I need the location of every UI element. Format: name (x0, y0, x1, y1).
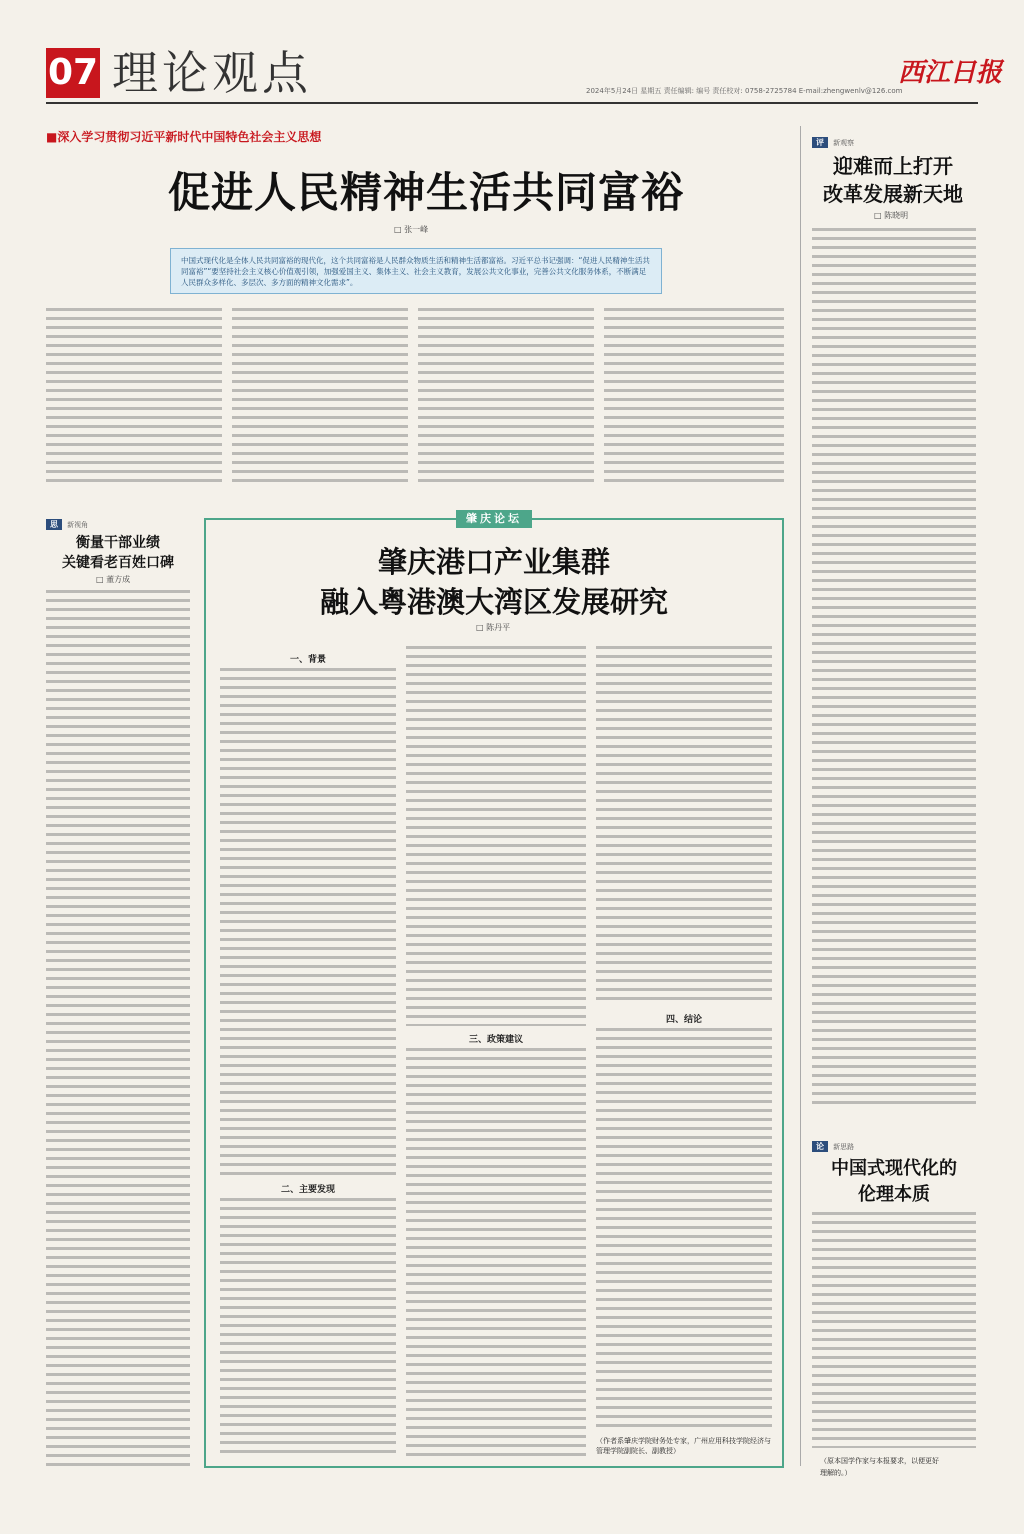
lead-body-col-2 (232, 308, 408, 488)
left-headline-line2: 关键看老百姓口碑 (62, 555, 174, 571)
left-headline-line1: 衡量干部业绩 (76, 535, 160, 551)
lead-abstract: 中国式现代化是全体人民共同富裕的现代化，这个共同富裕是人民群众物质生活和精神生活都富裕。习近平总书记强调：“促进人民精神生活共同富裕”“要坚持社会主义核心价值观引领，加强爱国主义、集体主义、社会主义教育，发展公共文化事业，完善公共文化服务体系，不断满足人民群众多样化、多层次、多方面的精神文化需求”。 (170, 248, 662, 294)
center-body-col-3a (596, 646, 772, 1006)
right-top-byline: □ 陈晓明 (874, 211, 909, 220)
left-column-badge: 思 (46, 519, 62, 530)
center-headline-line1: 肇庆港口产业集群 (377, 545, 610, 579)
page-number-badge: 07 (46, 48, 100, 98)
right-top-headline-line2: 改革发展新天地 (823, 182, 963, 206)
lead-byline: □ 张一峰 (394, 225, 429, 234)
right-column-divider (800, 126, 801, 1466)
lead-body-col-1 (46, 308, 222, 488)
masthead-rule (46, 102, 978, 104)
center-body-col-2b (406, 1048, 586, 1456)
left-column-header (46, 512, 88, 531)
center-body-col-2a (406, 646, 586, 1026)
right-top-column-label: 新观察 (833, 139, 855, 147)
right-bottom-footnote-line2: 理解的。） (820, 1469, 852, 1477)
center-author-note: （作者系肇庆学院财务处专家，广州应用科技学院经济与管理学院副院长、副教授） (596, 1437, 771, 1455)
left-body (46, 590, 190, 1470)
right-bottom-column-badge: 论 (812, 1141, 828, 1152)
center-body-col-1b (220, 1198, 396, 1456)
right-bottom-body (812, 1212, 976, 1448)
right-top-body (812, 228, 976, 1104)
left-byline: □ 董方成 (96, 575, 131, 584)
newspaper-logo: 西江日报 (898, 58, 1003, 88)
left-column-label: 新视角 (67, 521, 89, 529)
lead-kicker: ■深入学习贯彻习近平新时代中国特色社会主义思想 (46, 130, 322, 144)
center-subhead-1: 一、背景 (289, 655, 326, 665)
center-byline: □ 陈丹平 (476, 623, 511, 632)
right-bottom-column-header (812, 1134, 854, 1153)
center-headline-line2: 融入粤港澳大湾区发展研究 (319, 585, 668, 619)
lead-body-col-4 (604, 308, 784, 488)
center-subhead-2: 二、主要发现 (280, 1185, 335, 1195)
center-column-tag: 肇庆论坛 (456, 510, 532, 528)
right-top-headline-line1: 迎难而上打开 (833, 154, 953, 178)
lead-body-col-3 (418, 308, 594, 488)
section-title: 理论观点 (112, 46, 312, 100)
center-body-col-3b (596, 1028, 772, 1428)
center-subhead-4: 四、结论 (665, 1015, 702, 1025)
right-top-column-header (812, 130, 854, 149)
right-top-column-badge: 评 (812, 137, 828, 148)
center-body-col-1a (220, 668, 396, 1178)
right-bottom-headline-line1: 中国式现代化的 (831, 1158, 957, 1179)
masthead-meta: 2024年5月24日 星期五 责任编辑: 编号 责任校对: 0758-2725784 E-mail:zhengwenlv@126.com (586, 87, 903, 95)
right-bottom-footnote-line1: （原本国学作家与本报要求，以便更好 (820, 1457, 939, 1465)
right-bottom-headline-line2: 伦理本质 (858, 1184, 930, 1205)
lead-headline: 促进人民精神生活共同富裕 (167, 168, 684, 217)
right-bottom-column-label: 新思路 (833, 1143, 855, 1151)
center-subhead-3: 三、政策建议 (468, 1035, 523, 1045)
